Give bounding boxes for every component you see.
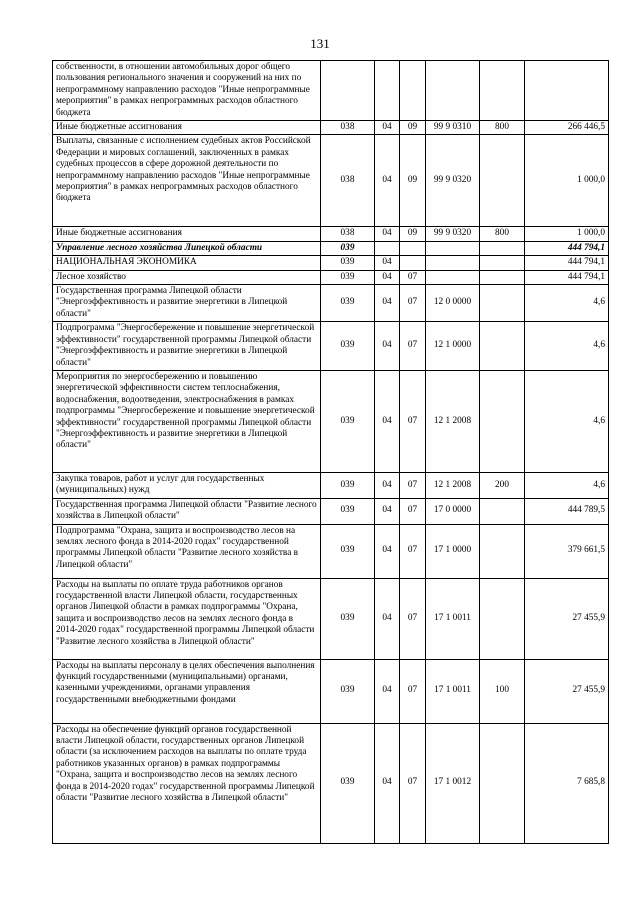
expense-type-cell (480, 524, 525, 578)
ministry-code-cell: 039 (321, 659, 375, 723)
table-row (53, 578, 609, 659)
subsection-code-cell: 07 (400, 578, 426, 659)
table-row (53, 61, 609, 121)
target-article-cell: 17 1 0011 (426, 578, 480, 659)
row-name-cell: Государственная программа Липецкой области "Энергоэффективность и развитие энергетики в Липецкой области" (53, 285, 321, 322)
amount-cell (525, 61, 609, 121)
section-code-cell: 04 (375, 135, 400, 227)
subsection-code-cell: 07 (400, 659, 426, 723)
table-row (53, 241, 609, 255)
row-name-cell: НАЦИОНАЛЬНАЯ ЭКОНОМИКА (53, 256, 321, 270)
expense-type-cell (480, 241, 525, 255)
amount-cell: 27 455,9 (525, 659, 609, 723)
ministry-code-cell: 039 (321, 472, 375, 498)
expense-type-cell: 800 (480, 121, 525, 135)
table-row (53, 723, 609, 843)
target-article-cell: 12 1 2008 (426, 472, 480, 498)
table-row (53, 270, 609, 284)
row-name-cell: Расходы на выплаты персоналу в целях обеспечения выполнения функций государственными (муниципальными) органами, казенными учреждениями, органами управления государственными внебюджетными фондами (53, 659, 321, 723)
target-article-cell: 17 1 0000 (426, 524, 480, 578)
target-article-cell: 17 0 0000 (426, 498, 480, 524)
budget-table (52, 60, 609, 844)
target-article-cell (426, 61, 480, 121)
subsection-code-cell: 07 (400, 322, 426, 371)
row-name-cell: Лесное хозяйство (53, 270, 321, 284)
target-article-cell: 12 0 0000 (426, 285, 480, 322)
subsection-code-cell: 07 (400, 472, 426, 498)
row-name-cell: Расходы на выплаты по оплате труда работников органов государственной власти Липецкой области, государственных органов Липецкой области в рамках подпрограммы "Охрана, защита и воспроизводство лесов на землях лесного фонда в 2014-2020 годах" государственной программы Липецкой области "Развитие лесного хозяйства в Липецкой области" (53, 578, 321, 659)
row-name-cell: Расходы на обеспечение функций органов государственной власти Липецкой области, государственных органов Липецкой области (за исключением расходов на выплаты по оплате труда работников указанных органов) в рамках подпрограммы "Охрана, защита и воспроизводство лесов на землях лесного фонда в 2014-2020 годах" государственной программы Липецкой области "Развитие лесного хозяйства в Липецкой области" (53, 723, 321, 843)
row-name-cell: Управление лесного хозяйства Липецкой области (53, 241, 321, 255)
row-name-cell: Выплаты, связанные с исполнением судебных актов Российской Федерации и мировых соглашений, заключенных в рамках судебных процессов в сфере дорожной деятельности по непрограммному направлению расходов "Иные непрограммные мероприятия" в рамках непрограммных расходов областного бюджета (53, 135, 321, 227)
amount-cell: 4,6 (525, 472, 609, 498)
section-code-cell: 04 (375, 322, 400, 371)
section-code-cell: 04 (375, 659, 400, 723)
amount-cell: 27 455,9 (525, 578, 609, 659)
expense-type-cell: 800 (480, 227, 525, 241)
subsection-code-cell: 07 (400, 524, 426, 578)
expense-type-cell (480, 322, 525, 371)
ministry-code-cell: 039 (321, 524, 375, 578)
amount-cell: 444 794,1 (525, 270, 609, 284)
amount-cell: 266 446,5 (525, 121, 609, 135)
expense-type-cell (480, 270, 525, 284)
subsection-code-cell (400, 256, 426, 270)
target-article-cell: 99 9 0320 (426, 227, 480, 241)
ministry-code-cell: 039 (321, 256, 375, 270)
ministry-code-cell: 039 (321, 241, 375, 255)
subsection-code-cell: 09 (400, 135, 426, 227)
ministry-code-cell: 039 (321, 285, 375, 322)
expense-type-cell (480, 578, 525, 659)
table-row (53, 285, 609, 322)
section-code-cell: 04 (375, 578, 400, 659)
section-code-cell (375, 61, 400, 121)
expense-type-cell (480, 256, 525, 270)
row-name-cell: Иные бюджетные ассигнования (53, 121, 321, 135)
page-number: 131 (310, 36, 330, 51)
section-code-cell: 04 (375, 285, 400, 322)
table-row (53, 524, 609, 578)
ministry-code-cell: 039 (321, 578, 375, 659)
ministry-code-cell: 038 (321, 121, 375, 135)
row-name-cell: собственности, в отношении автомобильных дорог общего пользования регионального значения и сооружений на них по непрограммному направлению расходов "Иные непрограммные мероприятия" в рамках непрограммных расходов областного бюджета (53, 61, 321, 121)
amount-cell: 379 661,5 (525, 524, 609, 578)
target-article-cell (426, 241, 480, 255)
subsection-code-cell: 07 (400, 270, 426, 284)
amount-cell: 1 000,0 (525, 227, 609, 241)
row-name-cell: Иные бюджетные ассигнования (53, 227, 321, 241)
target-article-cell: 99 9 0310 (426, 121, 480, 135)
subsection-code-cell (400, 61, 426, 121)
section-code-cell: 04 (375, 270, 400, 284)
expense-type-cell (480, 135, 525, 227)
subsection-code-cell: 07 (400, 498, 426, 524)
amount-cell: 444 789,5 (525, 498, 609, 524)
table-row (53, 498, 609, 524)
expense-type-cell (480, 723, 525, 843)
subsection-code-cell: 09 (400, 227, 426, 241)
table-row (53, 256, 609, 270)
ministry-code-cell: 039 (321, 370, 375, 472)
amount-cell: 444 794,1 (525, 256, 609, 270)
row-name-cell: Подпрограмма "Энергосбережение и повышение энергетической эффективности" государственной программы Липецкой области "Энергоэффективность и развитие энергетики в Липецкой области" (53, 322, 321, 371)
table-row (53, 227, 609, 241)
section-code-cell: 04 (375, 498, 400, 524)
amount-cell: 4,6 (525, 285, 609, 322)
table-row (53, 472, 609, 498)
target-article-cell (426, 256, 480, 270)
target-article-cell: 12 1 0000 (426, 322, 480, 371)
ministry-code-cell: 039 (321, 723, 375, 843)
table-row (53, 370, 609, 472)
section-code-cell: 04 (375, 524, 400, 578)
budget-table-body (53, 61, 609, 844)
amount-cell: 4,6 (525, 322, 609, 371)
subsection-code-cell: 07 (400, 285, 426, 322)
section-code-cell (375, 241, 400, 255)
ministry-code-cell: 039 (321, 270, 375, 284)
section-code-cell: 04 (375, 256, 400, 270)
section-code-cell: 04 (375, 370, 400, 472)
expense-type-cell: 200 (480, 472, 525, 498)
section-code-cell: 04 (375, 121, 400, 135)
target-article-cell: 99 9 0320 (426, 135, 480, 227)
expense-type-cell (480, 498, 525, 524)
subsection-code-cell (400, 241, 426, 255)
expense-type-cell (480, 370, 525, 472)
section-code-cell: 04 (375, 227, 400, 241)
ministry-code-cell: 038 (321, 135, 375, 227)
subsection-code-cell: 07 (400, 370, 426, 472)
section-code-cell: 04 (375, 723, 400, 843)
section-code-cell: 04 (375, 472, 400, 498)
table-row (53, 121, 609, 135)
target-article-cell (426, 270, 480, 284)
row-name-cell: Мероприятия по энергосбережению и повышению энергетической эффективности систем теплоснабжения, водоснабжения, водоотведения, электроснабжения в рамках подпрограммы "Энергосбережение и повышение энергетической эффективности" государственной программы Липецкой области "Энергоэффективность и развитие энергетики в Липецкой области" (53, 370, 321, 472)
expense-type-cell: 100 (480, 659, 525, 723)
ministry-code-cell: 039 (321, 322, 375, 371)
target-article-cell: 17 1 0011 (426, 659, 480, 723)
row-name-cell: Государственная программа Липецкой области "Развитие лесного хозяйства в Липецкой области" (53, 498, 321, 524)
amount-cell: 7 685,8 (525, 723, 609, 843)
expense-type-cell (480, 61, 525, 121)
amount-cell: 4,6 (525, 370, 609, 472)
ministry-code-cell: 038 (321, 227, 375, 241)
expense-type-cell (480, 285, 525, 322)
ministry-code-cell: 039 (321, 498, 375, 524)
amount-cell: 444 794,1 (525, 241, 609, 255)
row-name-cell: Подпрограмма "Охрана, защита и воспроизводство лесов на землях лесного фонда в 2014-2020 годах" государственной программы Липецкой области "Развитие лесного хозяйства в Липецкой области" (53, 524, 321, 578)
target-article-cell: 17 1 0012 (426, 723, 480, 843)
table-row (53, 659, 609, 723)
target-article-cell: 12 1 2008 (426, 370, 480, 472)
ministry-code-cell (321, 61, 375, 121)
row-name-cell: Закупка товаров, работ и услуг для государственных (муниципальных) нужд (53, 472, 321, 498)
subsection-code-cell: 09 (400, 121, 426, 135)
amount-cell: 1 000,0 (525, 135, 609, 227)
subsection-code-cell: 07 (400, 723, 426, 843)
table-row (53, 322, 609, 371)
table-row (53, 135, 609, 227)
